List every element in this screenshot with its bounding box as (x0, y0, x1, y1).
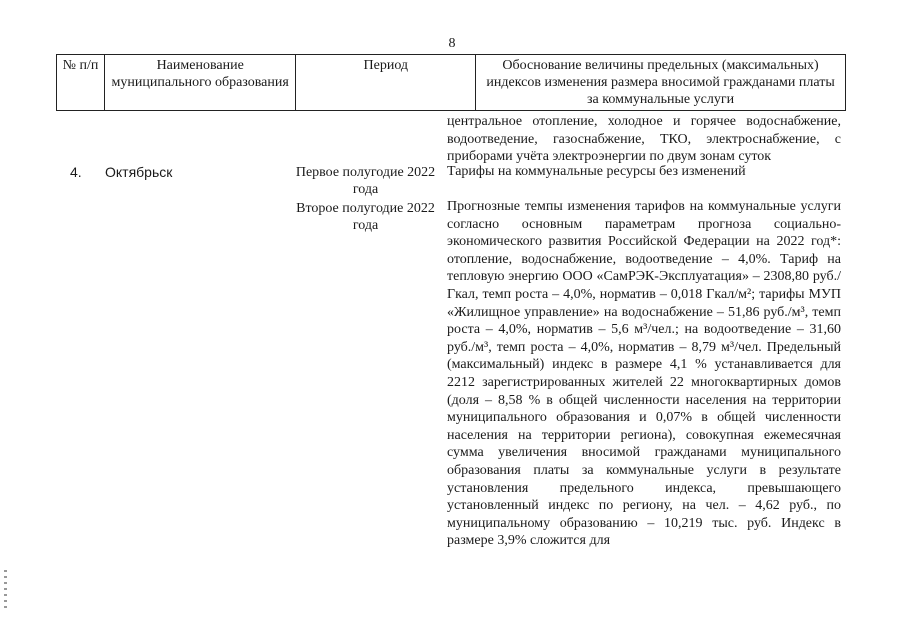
header-col-number: № п/п (57, 55, 105, 111)
table-header (56, 54, 846, 111)
continued-text: центральное отопление, холодное и горячее водоснабжение, водоотведение, газоснабжение, ТКО, электроснабжение, с приборами учёта электроэнергии по двум зонам суток (447, 114, 841, 164)
page-number: 8 (448, 36, 456, 51)
period-first-half-text: Тарифы на коммунальные ресурсы без изменений (447, 164, 746, 179)
header-col-period: Период (296, 55, 476, 111)
row-number: 4. (70, 164, 82, 180)
period-second-half: Второе полугодие 2022 года (296, 201, 435, 233)
period-second-half-text: Прогнозные темпы изменения тарифов на коммунальные услуги согласно основным параметрам прогноза социально-экономического развития Российской Федерации на 2022 год*: отопление, водоснабжение, водоотведение – 4,0%. Тариф на тепловую энергию ООО «СамРЭК-Эксплуатация» – 2308,80 руб./Гкал, темп роста – 4,0%, норматив – 0,018 Гкал/м²; тарифы МУП «Жилищное управление» на водоснабжение – 51,86 руб./м³, темп роста – 4,0%, норматив – 5,6 м³/чел.; на водоотведение – 31,60 руб./м³, темп роста – 4,0%, норматив – 8,79 м³/чел. Предельный (максимальный) индекс в размере 4,1 % устанавливается для 2212 зарегистрированных жителей 22 многоквартирных домов (доля – 8,58 % в общей численности населения на территории муниципального образования и 0,07% в общей численности населения на территории региона), совокупная ежемесячная сумма увеличения вносимой гражданами муниципального образования платы за коммунальные услуги в результате установления предельного индекса, превышающего установленный индекс по региону, на чел. – 4,62 руб., по муниципальному образованию – 10,219 тыс. руб. Индекс в размере 3,9% сложится для (447, 199, 841, 549)
municipality-name: Октябрьск (105, 164, 173, 180)
scan-margin-marks (4, 570, 7, 610)
header-col-municipality: Наименование муниципального образования (104, 55, 296, 111)
period-first-half: Первое полугодие 2022 года (295, 165, 436, 197)
header-col-basis: Обоснование величины предельных (максимальных) индексов изменения размера вносимой гражданами платы за коммунальные услуги (476, 55, 846, 111)
